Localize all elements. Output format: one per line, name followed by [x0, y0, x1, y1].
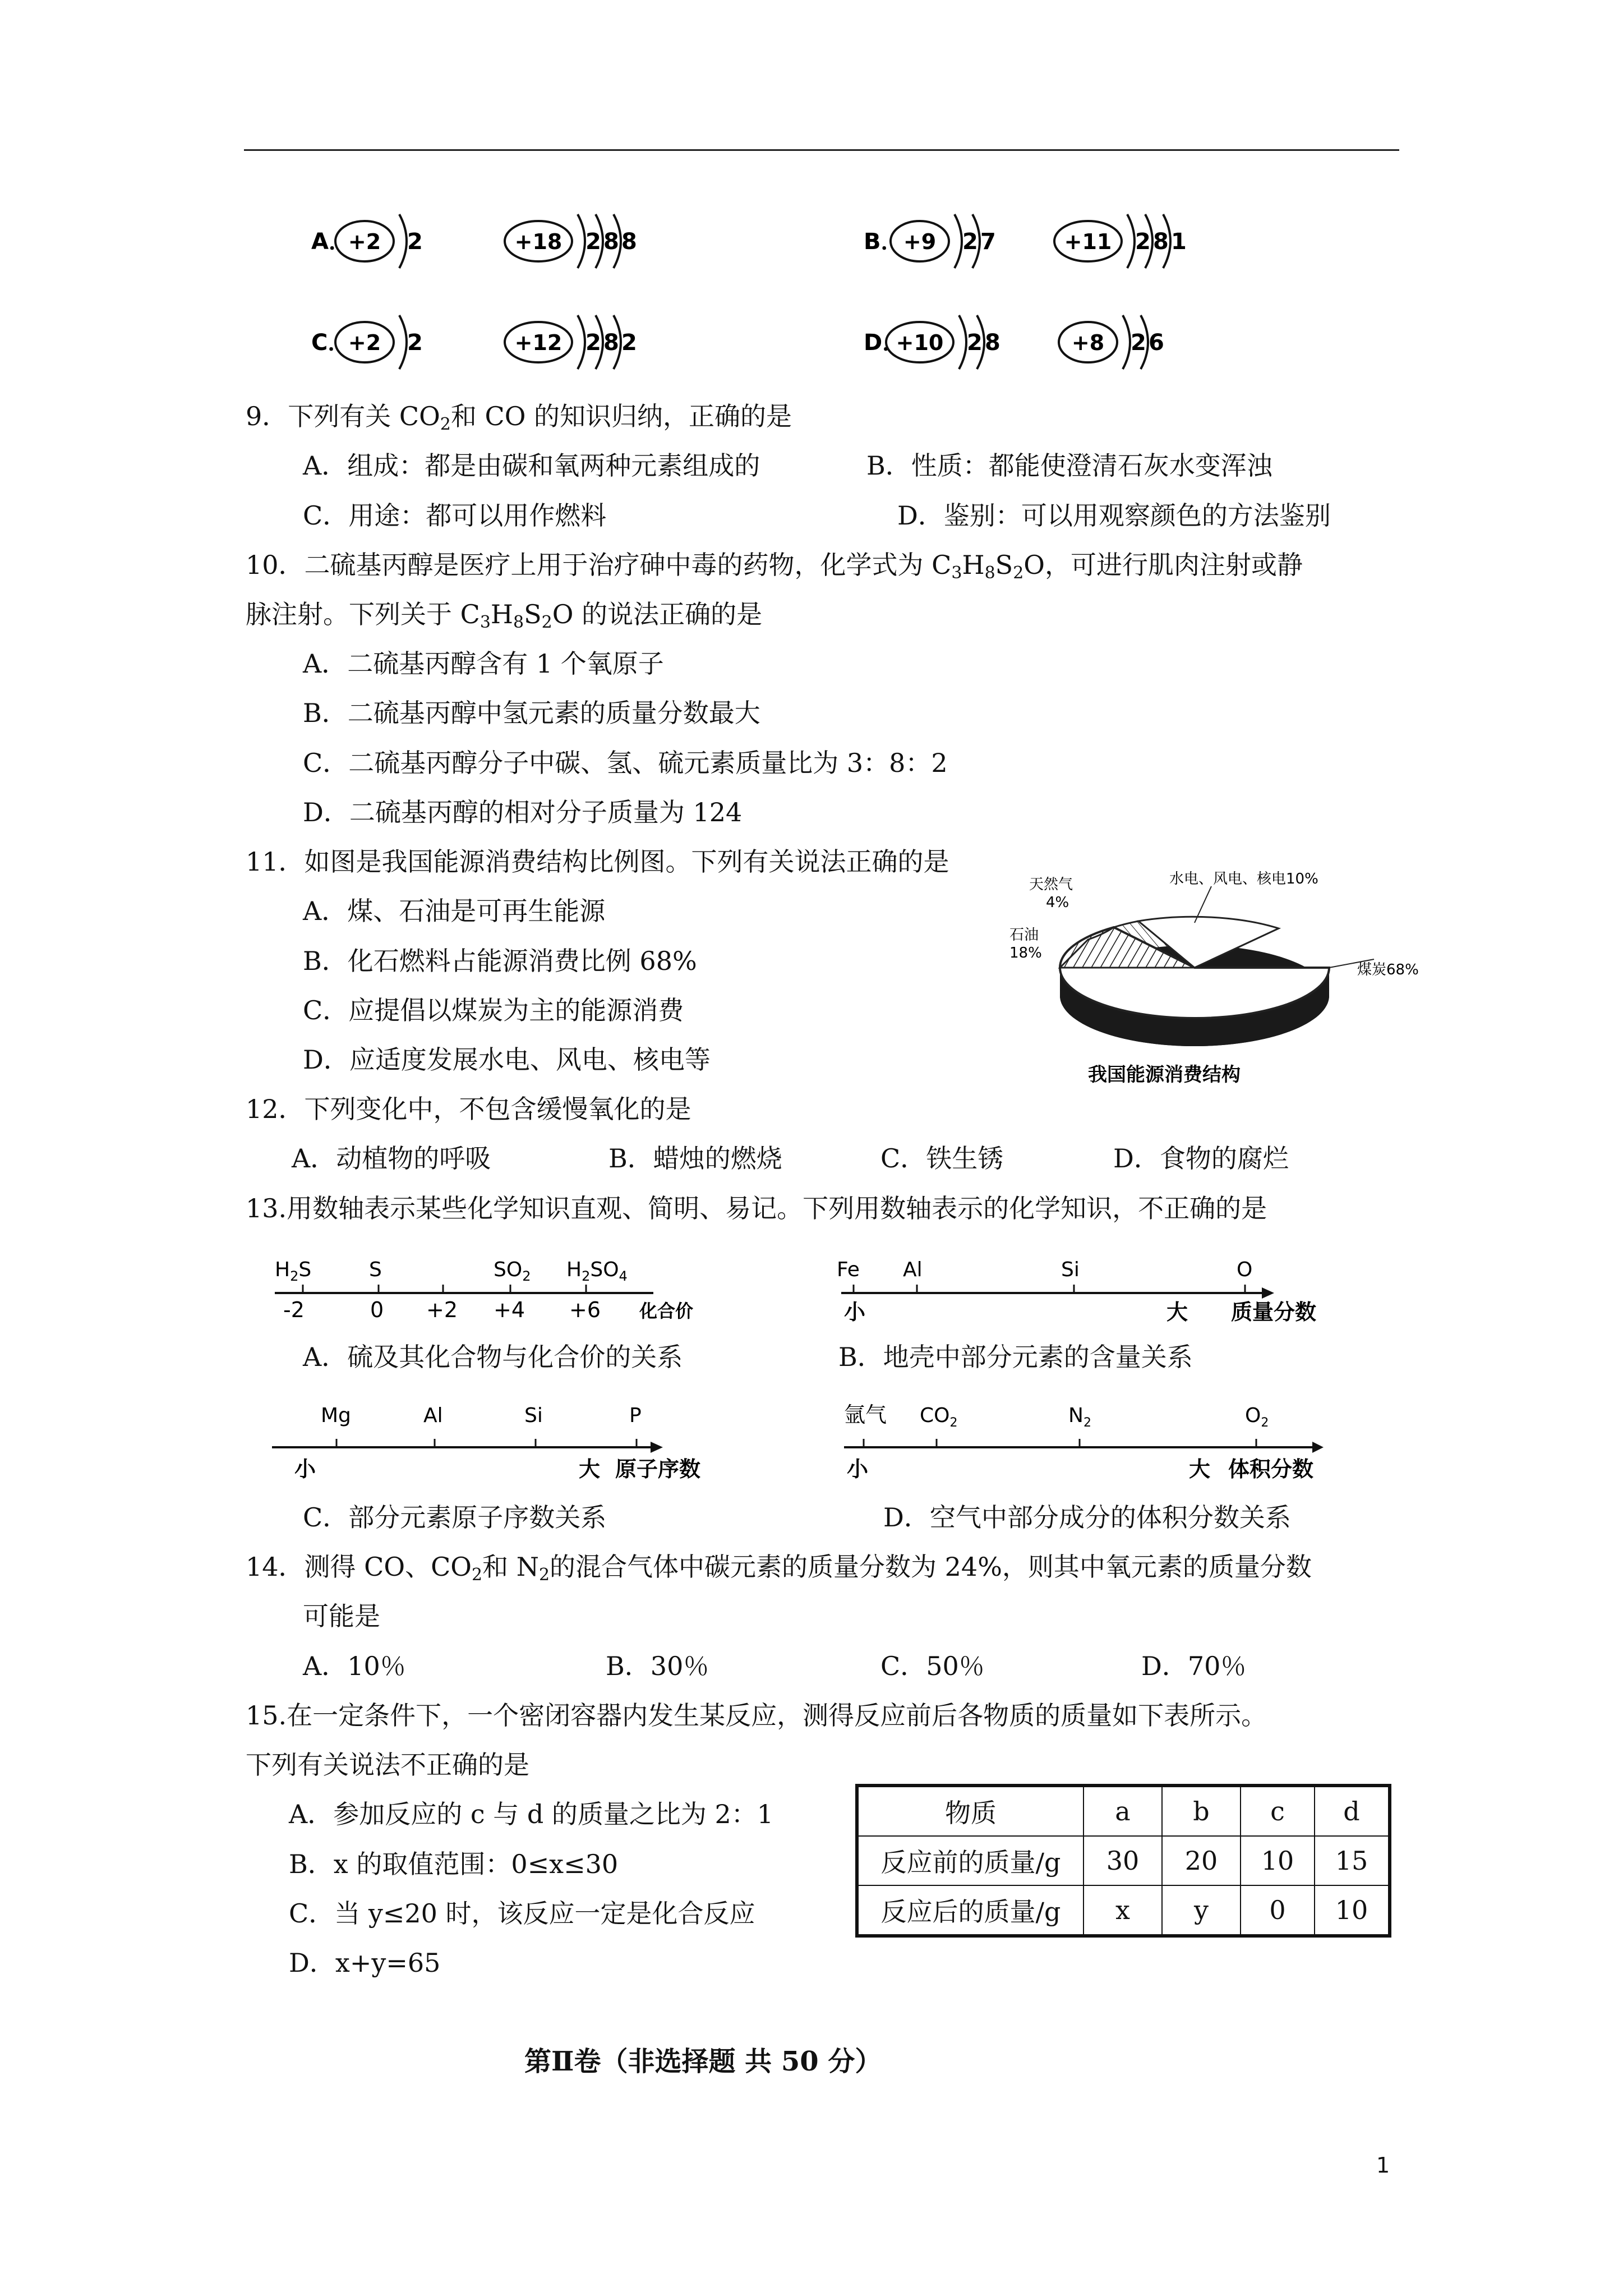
axis-a-so2: $SO_2$: [494, 1258, 531, 1284]
axis-d-ar: 氩气: [844, 1402, 887, 1427]
axis-d-n2: $N_2$: [1068, 1404, 1091, 1430]
q14-option-a: A．10％: [303, 1651, 406, 1681]
q14-stem-line2: 可能是: [303, 1601, 380, 1631]
axis-c-p: P: [629, 1404, 642, 1427]
table-cell: 10: [1241, 1836, 1315, 1885]
pie-caption: 我国能源消费结构: [1088, 1064, 1241, 1086]
electron-count: 1: [1171, 229, 1187, 255]
axis-a-unit: 化合价: [639, 1300, 694, 1322]
q12-option-d: D．食物的腐烂: [1113, 1143, 1289, 1174]
table-cell: 20: [1162, 1836, 1241, 1885]
q14-stem-line1: 14．测得 CO、$CO_2$和 $N_2$的混合气体中碳元素的质量分数为 24%，则其中氧元素的质量分数: [246, 1552, 1312, 1585]
q11-stem: 11．如图是我国能源消费结构比例图。下列有关说法正确的是: [246, 846, 949, 877]
atom-diagram: [335, 214, 423, 268]
q15-option-a: A．参加反应的 c 与 d 的质量之比为 2：1: [289, 1799, 774, 1829]
atom-diagram: [505, 214, 637, 268]
q13-option-d: D．空气中部分成分的体积分数关系: [883, 1502, 1291, 1533]
q10-option-a: A．二硫基丙醇含有 1 个氧原子: [303, 648, 664, 679]
electron-count: 2: [407, 330, 423, 356]
electron-count: 6: [1149, 330, 1164, 356]
q12-option-a: A．动植物的呼吸: [292, 1143, 491, 1174]
axis-a-ticks: [303, 1285, 586, 1293]
atom-diagram: [886, 315, 1000, 369]
atom-diagram: [1059, 315, 1164, 369]
q10-option-b: B．二硫基丙醇中氢元素的质量分数最大: [303, 698, 760, 728]
electron-shell-arc: [578, 214, 585, 268]
table-cell: x: [1083, 1885, 1162, 1936]
axis-b-arrow: [1262, 1287, 1274, 1299]
nucleus-charge: +11: [1064, 229, 1112, 254]
q10-option-c: C．二硫基丙醇分子中碳、氢、硫元素质量比为 3：8：2: [303, 748, 948, 778]
axis-d-big: 大: [1189, 1457, 1211, 1481]
axis-b-small: 小: [844, 1300, 866, 1324]
q9-option-c: C．用途：都可以用作燃料: [303, 500, 607, 531]
electron-count: 2: [585, 330, 601, 356]
q15-option-c: C．当 y≤20 时，该反应一定是化合反应: [289, 1898, 755, 1929]
q8-atom-diagrams: [0, 0, 1623, 393]
q13-option-a: A．硫及其化合物与化合价的关系: [303, 1342, 683, 1372]
q10-stem-line1: 10．二硫基丙醇是医疗上用于治疗砷中毒的药物，化学式为 $C_3H_8S_2O$，可进行肌肉注射或静: [246, 550, 1303, 583]
pie-label-gas-pct: 4%: [1046, 894, 1069, 911]
table-row: [857, 1786, 1390, 1836]
axis-c-big: 大: [579, 1457, 601, 1481]
q9-option-a: A．组成：都是由碳和氧两种元素组成的: [303, 450, 760, 481]
nucleus-charge: +12: [514, 330, 562, 355]
pie-label-hydro: 水电、风电、核电10%: [1169, 871, 1318, 887]
table-header-cell: a: [1083, 1786, 1162, 1836]
axis-a-val-3: +4: [494, 1297, 525, 1322]
table-cell: 15: [1315, 1836, 1390, 1885]
q11-option-d: D．应适度发展水电、风电、核电等: [303, 1045, 711, 1075]
atom-diagram: [1054, 214, 1187, 268]
axis-c-si: Si: [524, 1404, 543, 1427]
nucleus-charge: +8: [1071, 330, 1105, 355]
table-cell: 反应前的质量/g: [857, 1836, 1083, 1885]
table-row: [857, 1836, 1390, 1885]
nucleus-charge: +2: [348, 330, 381, 355]
q13-option-b: B．地壳中部分元素的含量关系: [838, 1342, 1193, 1372]
q14-option-d: D．70％: [1141, 1651, 1247, 1681]
electron-count: 2: [407, 229, 423, 255]
nucleus-charge: +18: [514, 229, 562, 254]
q15-option-d: D．x+y=65: [289, 1948, 441, 1978]
electron-shell-arc: [399, 315, 407, 369]
electron-count: 2: [621, 330, 637, 356]
axis-b-ticks: [854, 1285, 1245, 1293]
electron-count: 2: [1131, 330, 1146, 356]
axis-d-small: 小: [847, 1457, 869, 1481]
q11-option-c: C．应提倡以煤炭为主的能源消费: [303, 995, 684, 1025]
electron-count: 8: [621, 229, 637, 255]
axis-a-val-0: -2: [283, 1297, 305, 1322]
electron-shell-arc: [1123, 315, 1130, 369]
q8-option-label: B．: [864, 229, 903, 255]
q12-option-c: C．铁生锈: [880, 1143, 1004, 1174]
q15-option-b: B．x 的取值范围：0≤x≤30: [289, 1849, 619, 1879]
part-two-heading: 第Ⅱ卷（非选择题 共 50 分）: [524, 2046, 882, 2077]
table-header-cell: b: [1162, 1786, 1241, 1836]
axis-a-val-2: +2: [426, 1297, 458, 1322]
q15-stem-line2: 下列有关说法不正确的是: [246, 1750, 529, 1780]
q11-option-b: B．化石燃料占能源消费比例 68%: [303, 946, 697, 976]
q15-stem-line1: 15.在一定条件下，一个密闭容器内发生某反应，测得反应前后各物质的质量如下表所示。: [246, 1700, 1267, 1731]
axis-a-h2so4: $H_2SO_4$: [566, 1258, 628, 1284]
axis-d-arrow: [1312, 1442, 1324, 1453]
q10-option-d: D．二硫基丙醇的相对分子质量为 124: [303, 797, 743, 827]
electron-count: 8: [603, 330, 619, 356]
atom-diagram: [505, 315, 637, 369]
axis-c-arrow: [651, 1442, 663, 1453]
q9-option-b: B．性质：都能使澄清石灰水变浑浊: [866, 450, 1272, 481]
axis-b-fe: Fe: [837, 1258, 860, 1281]
electron-count: 8: [603, 229, 619, 255]
q9-stem: 9．下列有关 $CO_2$和 CO 的知识归纳，正确的是: [246, 401, 792, 434]
pie-label-oil-name: 石油: [1009, 927, 1039, 944]
electron-count: 7: [980, 229, 996, 255]
q15-mass-table: [855, 1784, 1391, 1938]
electron-count: 8: [985, 330, 1000, 356]
q12-option-b: B．蜡烛的燃烧: [608, 1143, 782, 1174]
axis-c-unit: 原子序数: [615, 1457, 701, 1481]
table-header-cell: d: [1315, 1786, 1390, 1836]
axis-c-ticks: [336, 1439, 637, 1447]
electron-shell-arc: [1127, 214, 1135, 268]
q14-option-c: C．50％: [880, 1651, 985, 1681]
q8-option-label: A．: [311, 229, 351, 255]
electron-shell-arc: [578, 315, 585, 369]
pie-label-coal: 煤炭68%: [1357, 961, 1419, 978]
electron-count: 2: [967, 330, 983, 356]
q13-option-c: C．部分元素原子序数关系: [303, 1502, 607, 1533]
page-number: 1: [1376, 2153, 1390, 2178]
electron-count: 8: [1153, 229, 1169, 255]
atom-diagram: [335, 315, 423, 369]
electron-count: 2: [962, 229, 978, 255]
electron-shell-arc: [959, 315, 966, 369]
table-cell: 10: [1315, 1885, 1390, 1936]
electron-count: 2: [585, 229, 601, 255]
electron-shell-arc: [955, 214, 962, 268]
axis-d-o2: $O_2$: [1245, 1404, 1269, 1430]
axis-c-mg: Mg: [321, 1404, 351, 1427]
nucleus-charge: +10: [896, 330, 944, 355]
energy-pie-chart: [998, 861, 1436, 1102]
nucleus-charge: +2: [348, 229, 381, 254]
q14-option-b: B．30％: [606, 1651, 709, 1681]
q12-stem: 12．下列变化中，不包含缓慢氧化的是: [246, 1094, 691, 1124]
axis-d-co2: $CO_2$: [920, 1404, 958, 1430]
axis-b-al: Al: [903, 1258, 923, 1281]
q10-stem-line2: 脉注射。下列关于 $C_3H_8S_2O$ 的说法正确的是: [246, 599, 763, 632]
axis-d-ticks: [864, 1439, 1256, 1447]
axis-a-s: S: [369, 1258, 382, 1281]
table-row: [857, 1885, 1390, 1936]
table-header-cell: 物质: [857, 1786, 1083, 1836]
pie-label-gas-name: 天然气: [1029, 876, 1073, 893]
table-cell: y: [1162, 1885, 1241, 1936]
q11-option-a: A．煤、石油是可再生能源: [303, 896, 606, 926]
q8-option-label: C．: [311, 330, 351, 356]
axis-c-al: Al: [423, 1404, 443, 1427]
axis-b-big: 大: [1166, 1300, 1188, 1324]
table-cell: 0: [1241, 1885, 1315, 1936]
axis-a-val-4: +6: [569, 1297, 601, 1322]
axis-a-h2s: $H_2S$: [275, 1258, 312, 1284]
q9-option-d: D．鉴别：可以用观察颜色的方法鉴别: [897, 500, 1331, 531]
electron-shell-arc: [399, 214, 407, 268]
nucleus-charge: +9: [903, 229, 937, 254]
q13-stem: 13.用数轴表示某些化学知识直观、简明、易记。下列用数轴表示的化学知识，不正确的是: [246, 1193, 1267, 1223]
axis-b-o: O: [1237, 1258, 1253, 1281]
table-cell: 反应后的质量/g: [857, 1885, 1083, 1936]
electron-count: 2: [1135, 229, 1151, 255]
axis-c-small: 小: [294, 1457, 316, 1481]
axis-a-val-1: 0: [370, 1297, 384, 1322]
axis-d-unit: 体积分数: [1228, 1457, 1314, 1481]
atom-diagram: [891, 214, 996, 268]
axis-b-si: Si: [1061, 1258, 1080, 1281]
axis-b-unit: 质量分数: [1231, 1300, 1317, 1324]
pie-label-oil-pct: 18%: [1009, 945, 1042, 961]
table-header-cell: c: [1241, 1786, 1315, 1836]
q8-option-label: D．: [864, 330, 905, 356]
table-cell: 30: [1083, 1836, 1162, 1885]
